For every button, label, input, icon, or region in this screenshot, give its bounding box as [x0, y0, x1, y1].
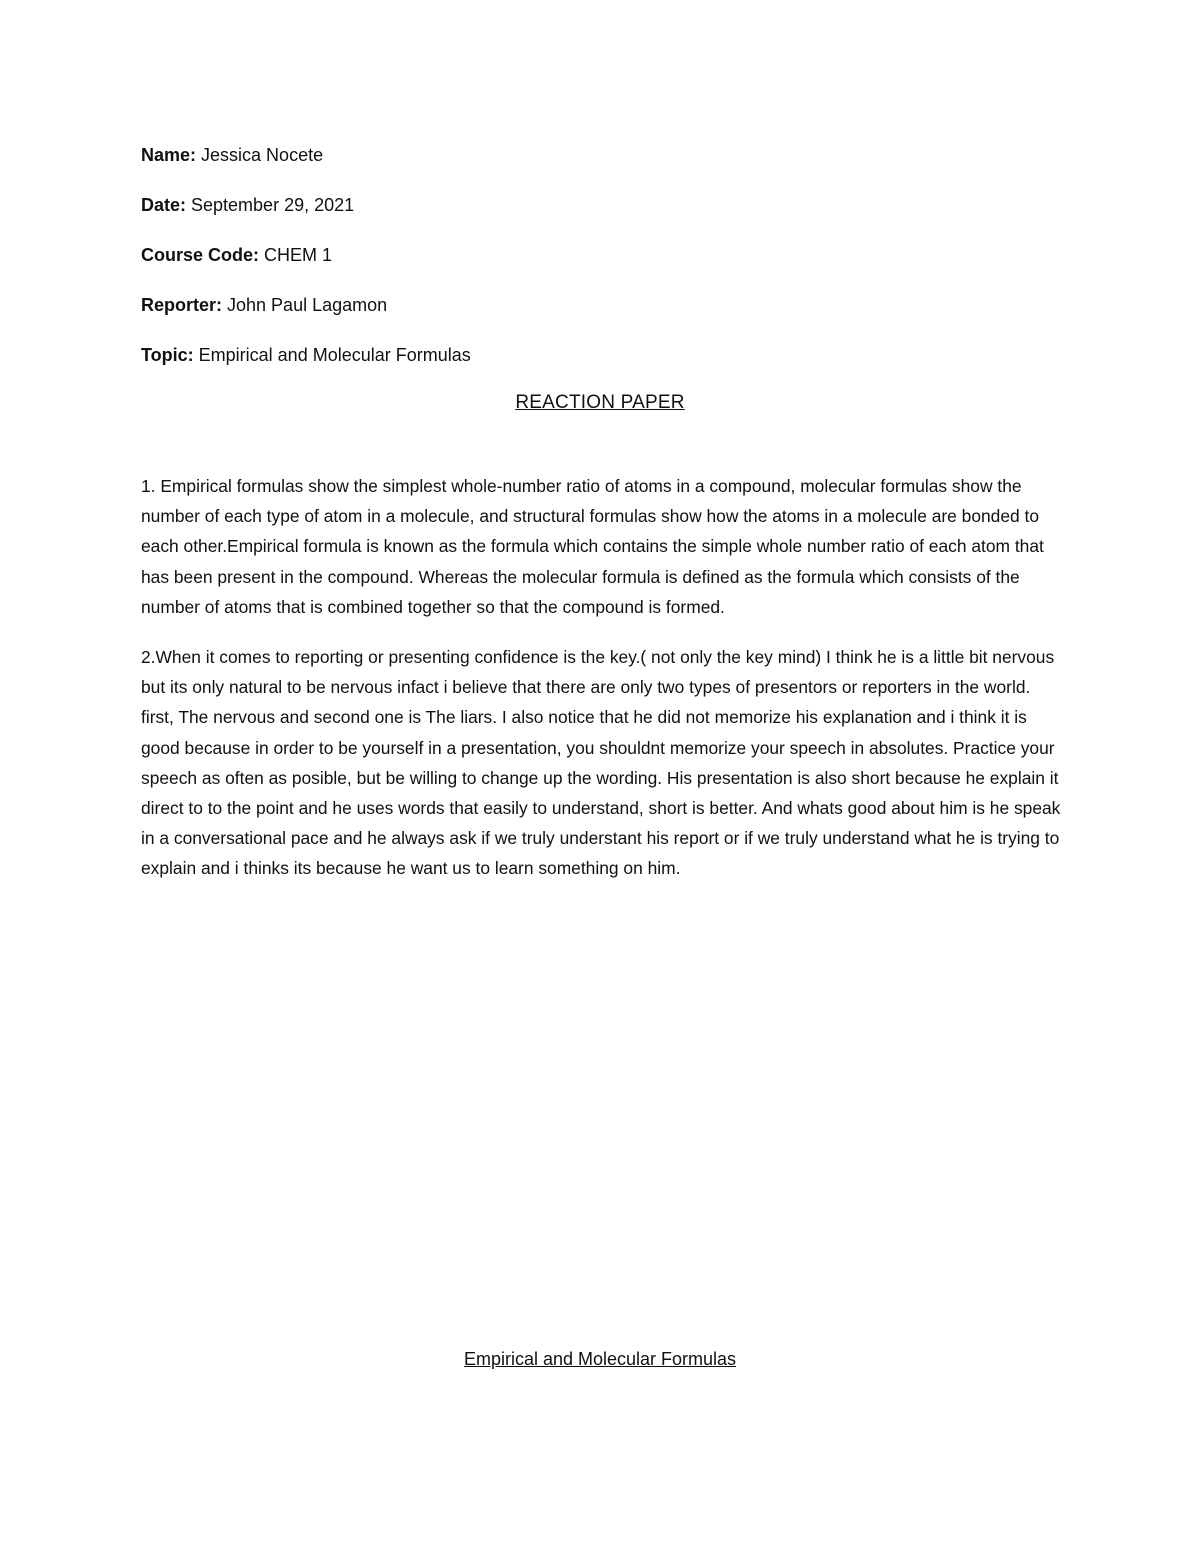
footer-title: Empirical and Molecular Formulas [463, 1349, 737, 1369]
reporter-field [141, 291, 1041, 341]
topic-field [141, 341, 1041, 391]
paragraph-1: 1. Empirical formulas show the simplest whole-number ratio of atoms in a compound, molecular formulas show the number of each type of atom in a molecule, and structural formulas show how the atoms in a molecule are bonded to each other.Empirical formula is known as the formula which contains the simple whole number ratio of each atom that has been present in the compound. Whereas the molecular formula is defined as the formula which consists of the number of atoms that is combined together so that the compound is formed. [141, 476, 1044, 617]
document-header [141, 141, 1041, 391]
date-value: September 29, 2021 [191, 195, 355, 215]
name-value: Jessica Nocete [201, 145, 324, 165]
course-code-label: Course Code: [141, 245, 265, 265]
document-body [141, 471, 1063, 904]
reporter-label: Reporter: [141, 295, 228, 315]
date-label: Date: [141, 195, 192, 215]
paragraph-2: 2.When it comes to reporting or presenting confidence is the key.( not only the key mind) I think he is a little bit nervous but its only natural to be nervous infact i believe that there are only two types of presentors or reporters in the world. first, The nervous and second one is The liars. I also notice that he did not memorize his explanation and i think it is good because in order to be yourself in a presentation, you shouldnt memorize your speech in absolutes. Practice your speech as often as posible, but be willing to change up the wording. His presentation is also short because he explain it direct to to the point and he uses words that easily to understand, short is better. And whats good about him is he speak in a conversational pace and he always ask if we truly understant his report or if we truly understand what he is trying to explain and i thinks its because he want us to learn something on him. [141, 647, 1061, 879]
topic-label: Topic: [141, 345, 199, 365]
name-label: Name: [141, 145, 202, 165]
name-field [141, 141, 1041, 191]
date-field [141, 191, 1041, 241]
topic-value: Empirical and Molecular Formulas [198, 345, 471, 365]
document-title: REACTION PAPER [515, 392, 685, 413]
reporter-value: John Paul Lagamon [227, 295, 388, 315]
course-code-field [141, 241, 1041, 291]
course-code-value: CHEM 1 [264, 245, 333, 265]
